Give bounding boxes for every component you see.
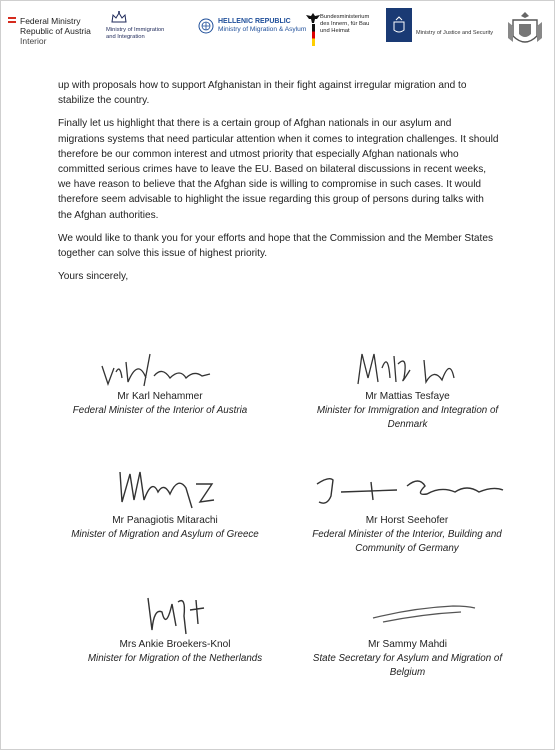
signature-block-austria (70, 348, 250, 418)
greece-line1: HELLENIC REPUBLIC (218, 18, 291, 25)
signatory-name-austria: Mr Karl Nehammer (117, 391, 203, 402)
signature-tesfaye-icon (338, 348, 478, 390)
signatory-name-germany: Mr Horst Seehofer (365, 515, 449, 526)
signatory-title-denmark: Minister for Immigration and Integration of Denmark (316, 405, 499, 430)
signature-mahdi-icon (333, 590, 483, 638)
signature-block-greece (60, 462, 270, 542)
signatory-title-belgium: State Secretary for Asylum and Migration of Belgium (312, 653, 503, 678)
signatory-title-netherlands: Minister for Migration of the Netherlands (87, 653, 263, 664)
austria-flag-icon (8, 17, 16, 23)
signature-block-denmark (300, 348, 515, 432)
austria-line1: Federal Ministry (20, 16, 81, 26)
greek-seal-icon (198, 18, 214, 34)
german-flag-bar (312, 24, 315, 46)
crown-icon (110, 10, 128, 24)
greece-logo (198, 18, 306, 34)
signatory-name-denmark: Mr Mattias Tesfaye (365, 391, 450, 402)
germany-line2: des Innern, für Bau (320, 21, 370, 27)
greece-line2: Ministry of Migration & Asylum (218, 26, 307, 33)
netherlands-line1: Ministry of Justice and Security (416, 30, 494, 36)
signatory-name-netherlands: Mrs Ankie Broekers-Knol (119, 639, 231, 650)
denmark-line2: and Integration (106, 34, 145, 40)
paragraph-1: up with proposals how to support Afghanistan in their fight against irregular migration and to stabilize the country. (58, 80, 467, 107)
signatory-name-greece: Mr Panagiotis Mitarachi (112, 515, 218, 526)
signature-nehammer-icon (90, 348, 230, 390)
denmark-logo (106, 10, 192, 41)
signatory-title-greece: Minister of Migration and Asylum of Greece (71, 529, 259, 540)
germany-line1: Bundesministerium (320, 14, 370, 20)
letterhead (0, 6, 555, 54)
denmark-line1: Ministry of Immigration (106, 27, 165, 33)
austria-line3: Interior (20, 36, 47, 46)
signatory-title-austria: Federal Minister of the Interior of Austria (72, 405, 248, 416)
austria-logo (8, 16, 91, 46)
signature-seehofer-icon (307, 462, 507, 514)
paragraph-2: Finally let us highlight that there is a certain group of Afghan nationals in our asylum and migrations systems that need particular attention when it comes to integration challenges. It should therefore be our common interest and utmost priority that especially Afghan nationals who committed serious crimes have to leave the EU. Based on bilateral discussions in recent weeks, we have reason to believe that the Afghan side is willing to compromise in such cases. It would therefore seem advisable to highlight the issue regarding this group of persons during talks with the Afghan authorities. (58, 118, 499, 221)
signature-block-netherlands (70, 590, 280, 666)
signatory-name-belgium: Mr Sammy Mahdi (367, 639, 448, 650)
netherlands-logo (386, 8, 494, 42)
paragraph-3: We would like to thank you for your efforts and hope that the Commission and the Member States together can solve this issue of highest priority. (58, 232, 494, 260)
signature-mitarachi-icon (100, 462, 230, 514)
letter-body (58, 78, 500, 292)
belgian-coat-of-arms-icon (505, 8, 545, 52)
germany-line3: und Heimat (320, 28, 350, 34)
closing: Yours sincerely, (58, 271, 129, 283)
netherlands-emblem-icon (386, 8, 412, 42)
signatory-title-germany: Federal Minister of the Interior, Building and Community of Germany (312, 529, 502, 554)
signature-broekers-knol-icon (120, 590, 230, 638)
austria-line2: Republic of Austria (20, 26, 91, 36)
signature-block-germany (292, 462, 522, 556)
signature-block-belgium (300, 590, 515, 680)
